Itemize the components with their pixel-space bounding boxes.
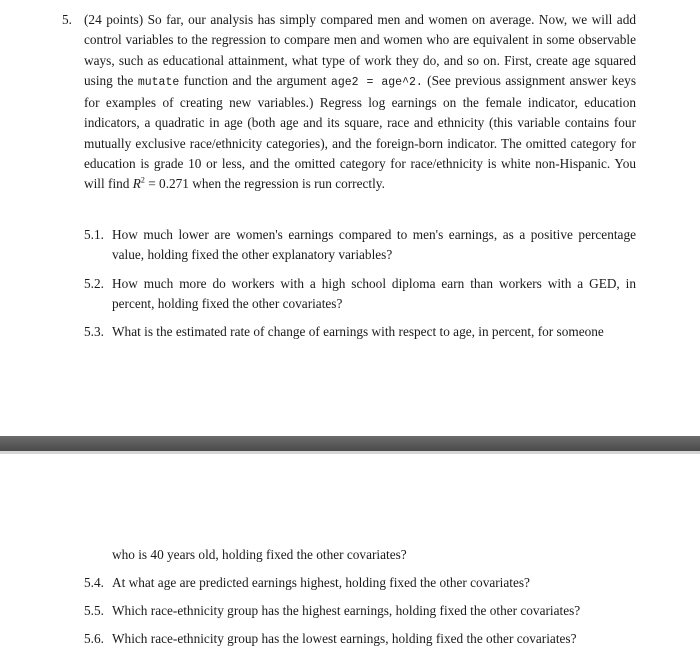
question-text: At what age are predicted earnings highest, holding fixed the other covariates? [112,575,530,590]
problem-5 [62,10,636,195]
r-squared-symbol: R [132,176,141,192]
problem-tail-text: when the regression is run correctly. [192,176,385,192]
question-5-5 [84,601,636,621]
question-number: 5.1. [84,227,104,242]
r-squared-exponent: 2 [140,175,145,185]
question-number: 5.4. [84,575,104,590]
problem-statement [84,10,636,195]
question-5-2 [84,274,636,315]
problem-lead-text: (24 points) So far, our analysis has simply compared men and women on average. Now, we will add control variables to the regression to compare men and women who are equivalent in some observable ways, such as educational attainment, what type of work they do, and so on. First, create age squared using the [84,12,636,88]
question-5-3-continuation: who is 40 years old, holding fixed the other covariates? [112,547,407,562]
question-number: 5.2. [84,276,104,291]
problem-mid-text-1: function and the argument [183,72,327,88]
question-5-4 [84,573,636,593]
question-text: Which race-ethnicity group has the highest earnings, holding fixed the other covariates? [112,603,581,618]
code-mutate: mutate [137,75,180,89]
question-number: 5.3. [84,324,104,339]
question-number: 5.6. [84,631,104,646]
question-text: How much more do workers with a high school diploma earn than workers with a GED, in percent, holding fixed the other covariates? [112,276,636,312]
page-break-shadow [0,451,700,454]
question-5-1 [84,225,636,266]
question-number: 5.5. [84,603,104,618]
question-text: What is the estimated rate of change of earnings with respect to age, in percent, for someone [112,324,604,339]
code-age2-argument: age2 = age^2. [330,75,423,89]
question-5-6 [84,629,636,649]
problem-number: 5. [62,12,72,27]
r-squared-value: = 0.271 [148,176,189,192]
page-break-divider [0,436,700,451]
question-text: Which race-ethnicity group has the lowest earnings, holding fixed the other covariates? [112,631,577,646]
problem-mid-text-2: (See previous assignment answer keys for examples of creating new variables.) Regress log earnings on the female indicator, education indicators, a quadratic in age (both age and its square, race and ethnicity (this variable contains four mutually exclusive race/ethnicity categories), and the foreign-born indicator. The omitted category for education is grade 10 or less, and the omitted category for race/ethnicity is white non-Hispanic. You will find [84,72,636,192]
question-text: How much lower are women's earnings compared to men's earnings, as a positive percentage value, holding fixed the other explanatory variables? [112,227,636,263]
question-5-3 [84,322,636,342]
